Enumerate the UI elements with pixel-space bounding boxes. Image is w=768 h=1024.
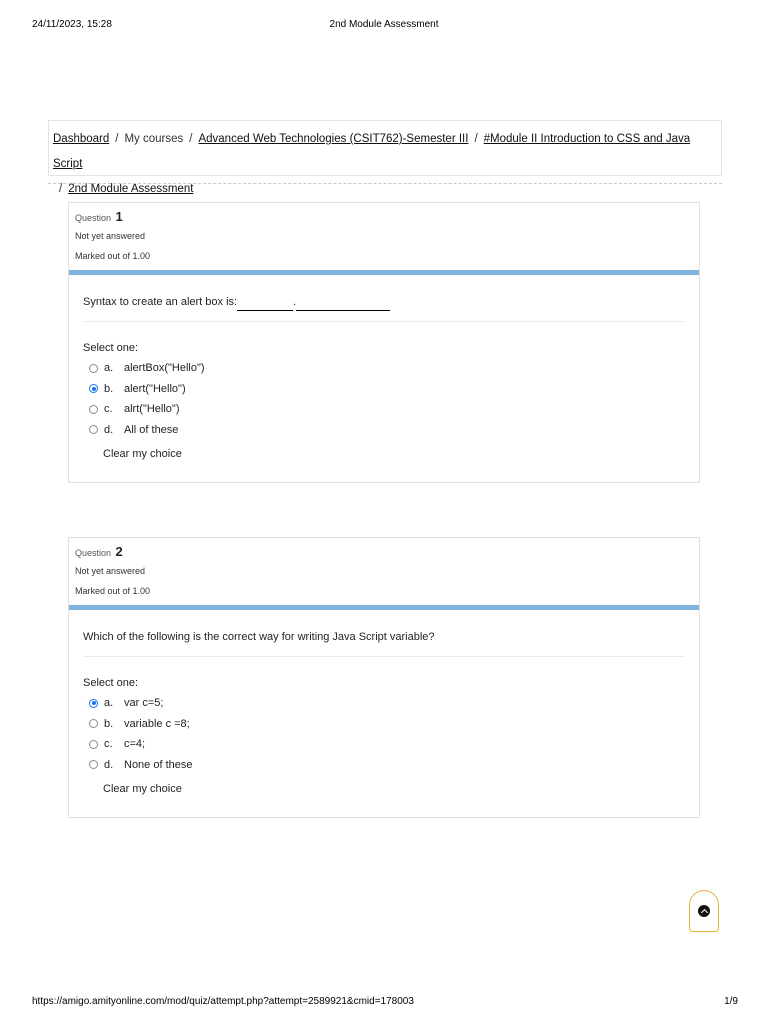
question-info: [69, 203, 699, 270]
clear-choice-link[interactable]: Clear my choice: [103, 783, 182, 795]
breadcrumb-separator: /: [189, 133, 193, 145]
breadcrumb-module[interactable]: #Module II Introduction to CSS and Java Script: [53, 133, 691, 170]
print-page-number: 1/9: [724, 996, 738, 1007]
answer-blank: [296, 298, 390, 311]
option-text: c=4;: [124, 738, 146, 751]
answer-options: [83, 693, 685, 775]
breadcrumb-assessment[interactable]: 2nd Module Assessment: [68, 183, 194, 195]
question-1: [68, 202, 700, 483]
option-d[interactable]: [83, 420, 685, 441]
option-a[interactable]: [83, 693, 685, 714]
option-letter: c.: [104, 738, 113, 751]
option-text: All of these: [124, 423, 179, 436]
option-b[interactable]: [83, 714, 685, 735]
question-number: [75, 209, 693, 226]
breadcrumb-my-courses: My courses: [124, 133, 184, 145]
radio-button-checked[interactable]: [89, 699, 98, 708]
answer-options: [83, 358, 685, 440]
option-letter: b.: [104, 717, 114, 730]
question-text: Which of the following is the correct way for writing Java Script variable?: [83, 628, 685, 657]
option-letter: d.: [104, 423, 114, 436]
question-state: Not yet answered: [75, 566, 146, 576]
option-c[interactable]: [83, 399, 685, 420]
option-text: alert("Hello"): [124, 382, 186, 395]
option-letter: c.: [104, 403, 113, 416]
option-d[interactable]: [83, 755, 685, 776]
question-info: [69, 538, 699, 605]
option-a[interactable]: [83, 358, 685, 379]
question-2: [68, 537, 700, 818]
option-letter: b.: [104, 382, 114, 395]
radio-button-checked[interactable]: [89, 384, 98, 393]
option-text: var c=5;: [124, 697, 164, 710]
option-text: alertBox("Hello"): [124, 362, 205, 375]
option-letter: a.: [104, 697, 114, 710]
breadcrumb-separator: /: [115, 133, 119, 145]
question-number: [75, 544, 693, 561]
breadcrumb-dashboard[interactable]: Dashboard: [53, 133, 110, 145]
radio-button[interactable]: [89, 405, 98, 414]
radio-button[interactable]: [89, 740, 98, 749]
print-datetime: 24/11/2023, 15:28: [32, 19, 112, 30]
select-one-label: Select one:: [83, 342, 139, 354]
radio-button[interactable]: [89, 364, 98, 373]
answer-blank: [237, 298, 293, 311]
option-text: variable c =8;: [124, 717, 190, 730]
divider: [48, 183, 722, 184]
option-b[interactable]: [83, 379, 685, 400]
clear-choice-link[interactable]: Clear my choice: [103, 448, 182, 460]
option-c[interactable]: [83, 734, 685, 755]
option-text: None of these: [124, 758, 193, 771]
option-letter: d.: [104, 758, 114, 771]
question-text: [83, 293, 685, 322]
radio-button[interactable]: [89, 425, 98, 434]
radio-button[interactable]: [89, 760, 98, 769]
question-num-value: 1: [115, 209, 123, 224]
print-url: https://amigo.amityonline.com/mod/quiz/attempt.php?attempt=2589921&cmid=178003: [32, 996, 414, 1007]
breadcrumb-separator: /: [474, 133, 478, 145]
question-label: Question: [75, 548, 112, 558]
select-one-label: Select one:: [83, 677, 139, 689]
print-title: 2nd Module Assessment: [329, 19, 439, 30]
blank-separator: .: [293, 296, 297, 308]
chevron-up-circle-icon: [698, 905, 710, 917]
option-letter: a.: [104, 362, 114, 375]
question-num-value: 2: [115, 544, 123, 559]
radio-button[interactable]: [89, 719, 98, 728]
question-grade: Marked out of 1.00: [75, 586, 151, 596]
question-state: Not yet answered: [75, 231, 146, 241]
option-text: alrt("Hello"): [124, 403, 180, 416]
question-label: Question: [75, 213, 112, 223]
breadcrumb-separator: /: [59, 183, 63, 195]
question-text-body: Syntax to create an alert box is:: [83, 296, 238, 308]
question-grade: Marked out of 1.00: [75, 251, 151, 261]
breadcrumb-course[interactable]: Advanced Web Technologies (CSIT762)-Semester III: [198, 133, 469, 145]
question-content: [69, 275, 699, 482]
back-to-top-button[interactable]: [689, 890, 719, 932]
breadcrumb: [48, 120, 722, 195]
question-content: [69, 610, 699, 817]
